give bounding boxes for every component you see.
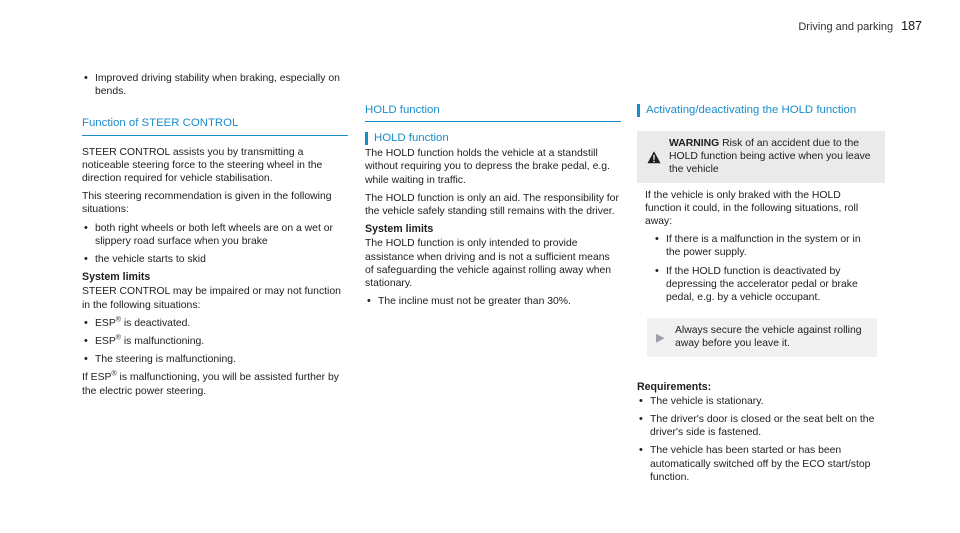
- situation-list: [82, 222, 348, 267]
- section-heading: Function of STEER CONTROL: [82, 117, 348, 135]
- tip-text: Always secure the vehicle against rolling away before you leave it.: [675, 325, 862, 350]
- warning-triangle-icon: [647, 138, 661, 177]
- paragraph: STEER CONTROL assists you by transmitting a noticeable steering force to the steering wheel in the direction required for vehicle stabilisation.: [82, 146, 323, 185]
- paragraph: The HOLD function is only intended to provide assistance when driving and is not a sufficient means of safeguarding the vehicle against rolling away when stationary.: [365, 238, 612, 290]
- list-item: • The steering is malfunctioning.: [82, 353, 348, 366]
- paragraph: If the vehicle is only braked with the HOLD function it could, in the following situations, roll away:: [645, 189, 859, 228]
- paragraph: The HOLD function is only an aid. The responsibility for the vehicle safely standing still remains with the driver.: [365, 192, 619, 218]
- limits-list: [365, 295, 621, 308]
- column-3: [637, 104, 885, 489]
- paragraph: The HOLD function holds the vehicle at a standstill without requiring you to depress the brake pedal, e.g. while waiting in traffic.: [365, 148, 610, 186]
- list-item: • ESP® is malfunctioning.: [82, 335, 348, 348]
- section-heading: HOLD function: [365, 104, 621, 122]
- list-item: • If the HOLD function is deactivated by depressing the accelerator pedal or brake pedal, e.g. by a vehicle occupant.: [653, 265, 877, 305]
- tip-box: [647, 318, 877, 356]
- page-header: [798, 20, 922, 34]
- paragraph: If ESP® is malfunctioning, you will be assisted further by the electric power steering.: [82, 370, 339, 397]
- subheading: System limits: [365, 223, 434, 236]
- requirements-list: [637, 395, 885, 484]
- warning-box: [637, 131, 885, 183]
- list-item: • The vehicle has been started or has been automatically switched off by the ECO start/stop function.: [637, 444, 885, 484]
- list-item: • If there is a malfunction in the system or in the power supply.: [653, 233, 877, 259]
- warning-body: [637, 183, 885, 305]
- list-item: • The driver's door is closed or the seat belt on the driver's side is fastened.: [637, 413, 885, 439]
- requirements-heading: Requirements:: [637, 380, 712, 393]
- situation-list: [645, 233, 877, 304]
- list-item: • The incline must not be greater than 30%.: [365, 295, 621, 308]
- paragraph: This steering recommendation is given in the following situations:: [82, 191, 332, 216]
- paragraph: STEER CONTROL may be impaired or may not function in the following situations:: [82, 286, 341, 311]
- page-number: 187: [901, 19, 922, 33]
- list-item: • both right wheels or both left wheels are on a wet or slippery road surface when you brake: [82, 222, 348, 248]
- warning-label: WARNING: [669, 138, 720, 149]
- section-title: Driving and parking: [798, 21, 894, 33]
- list-item: • the vehicle starts to skid: [82, 253, 348, 266]
- section-heading-bar: Activating/deactivating the HOLD function: [637, 104, 885, 117]
- play-arrow-icon: [655, 326, 665, 350]
- requirements: [637, 381, 885, 484]
- list-item: • ESP® is deactivated.: [82, 317, 348, 330]
- warning-text: WARNING Risk of an accident due to the HOLD function being active when you leave the vehicle: [669, 138, 871, 176]
- list-item: • The vehicle is stationary.: [637, 395, 885, 408]
- column-2: [365, 104, 621, 313]
- subheading: System limits: [82, 271, 151, 284]
- column-1: [82, 72, 348, 403]
- list-item: • Improved driving stability when braking, especially on bends.: [82, 72, 348, 98]
- subheading-bar: HOLD function: [365, 132, 621, 145]
- limits-list: [82, 317, 348, 367]
- intro-list: [82, 72, 348, 98]
